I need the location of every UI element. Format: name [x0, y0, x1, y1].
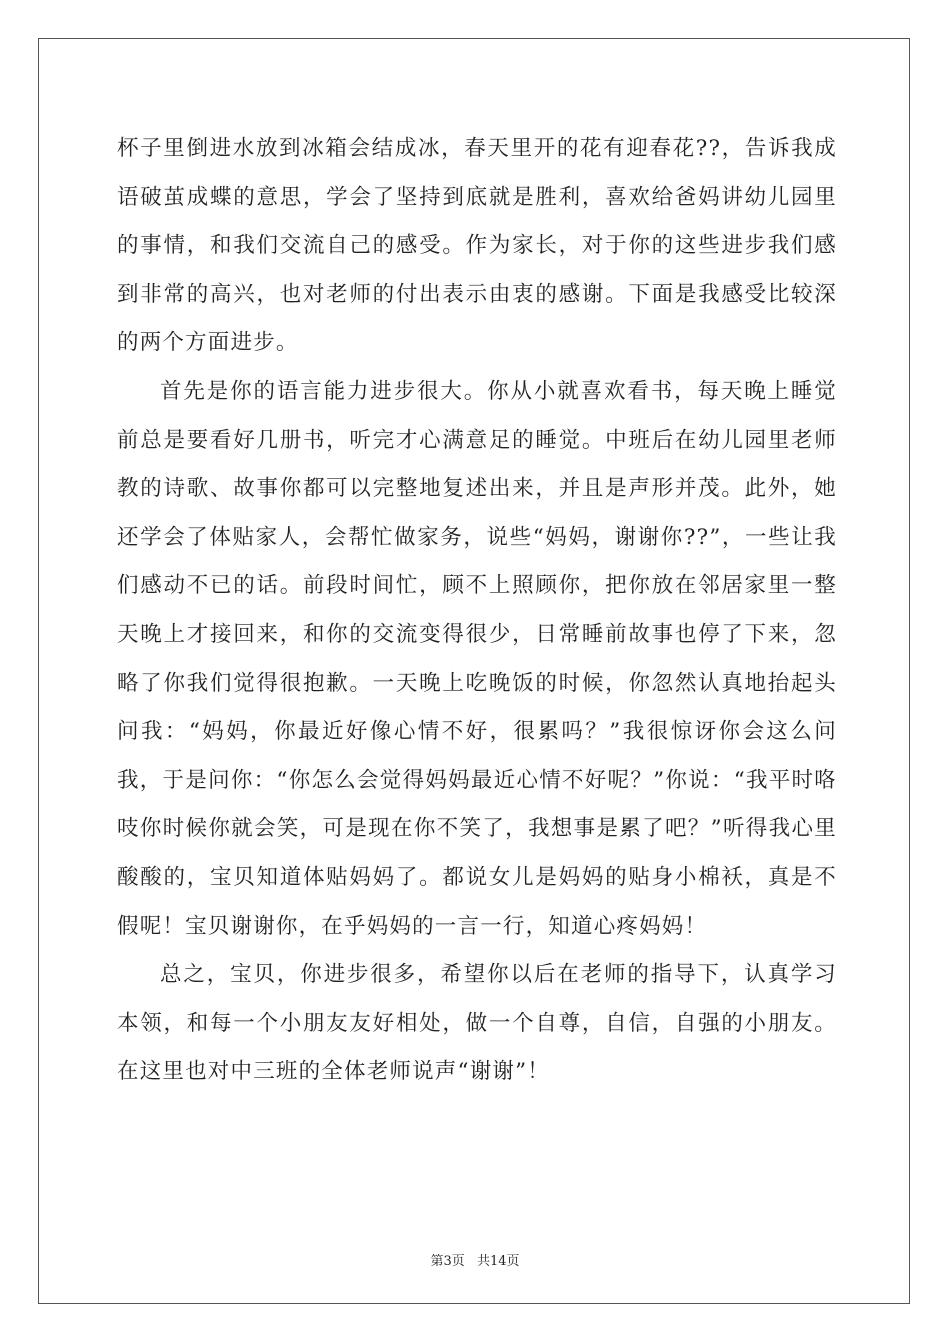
- paragraph-1: 杯子里倒进水放到冰箱会结成冰，春天里开的花有迎春花??，告诉我成语破茧成蝶的意思，学会了坚持到底就是胜利，喜欢给爸妈讲幼儿园里的事情，和我们交流自己的感受。作为家长，对于你的这些进步我们感到非常的高兴，也对老师的付出表示由衷的感谢。下面是我感受比较深的两个方面进步。: [117, 136, 837, 356]
- document-body: [117, 125, 837, 1097]
- page-number: 第3页: [430, 1254, 465, 1269]
- paragraph-2: 首先是你的语言能力进步很大。你从小就喜欢看书，每天晚上睡觉前总是要看好几册书，听完才心满意足的睡觉。中班后在幼儿园里老师教的诗歌、故事你都可以完整地复述出来，并且是声形并茂。此外，她还学会了体贴家人，会帮忙做家务，说些“妈妈，谢谢你??”，一些让我们感动不已的话。前段时间忙，顾不上照顾你，把你放在邻居家里一整天晚上才接回来，和你的交流变得很少，日常睡前故事也停了下来，忽略了你我们觉得很抱歉。一天晚上吃晚饭的时候，你忽然认真地抬起头问我：“妈妈，你最近好像心情不好，很累吗？”我很惊讶你会这么问我，于是问你：“你怎么会觉得妈妈最近心情不好呢？”你说：“我平时咯吱你时候你就会笑，可是现在你不笑了，我想事是累了吧？”听得我心里酸酸的，宝贝知道体贴妈妈了。都说女儿是妈妈的贴身小棉袄，真是不假呢！宝贝谢谢你，在乎妈妈的一言一行，知道心疼妈妈！: [117, 378, 837, 939]
- page-total: 共14页: [476, 1254, 520, 1269]
- page-footer: [0, 1250, 950, 1269]
- paragraph-3: 总之，宝贝，你进步很多，希望你以后在老师的指导下，认真学习本领，和每一个小朋友友好相处，做一个自尊，自信，自强的小朋友。在这里也对中三班的全体老师说声“谢谢”！: [117, 962, 837, 1085]
